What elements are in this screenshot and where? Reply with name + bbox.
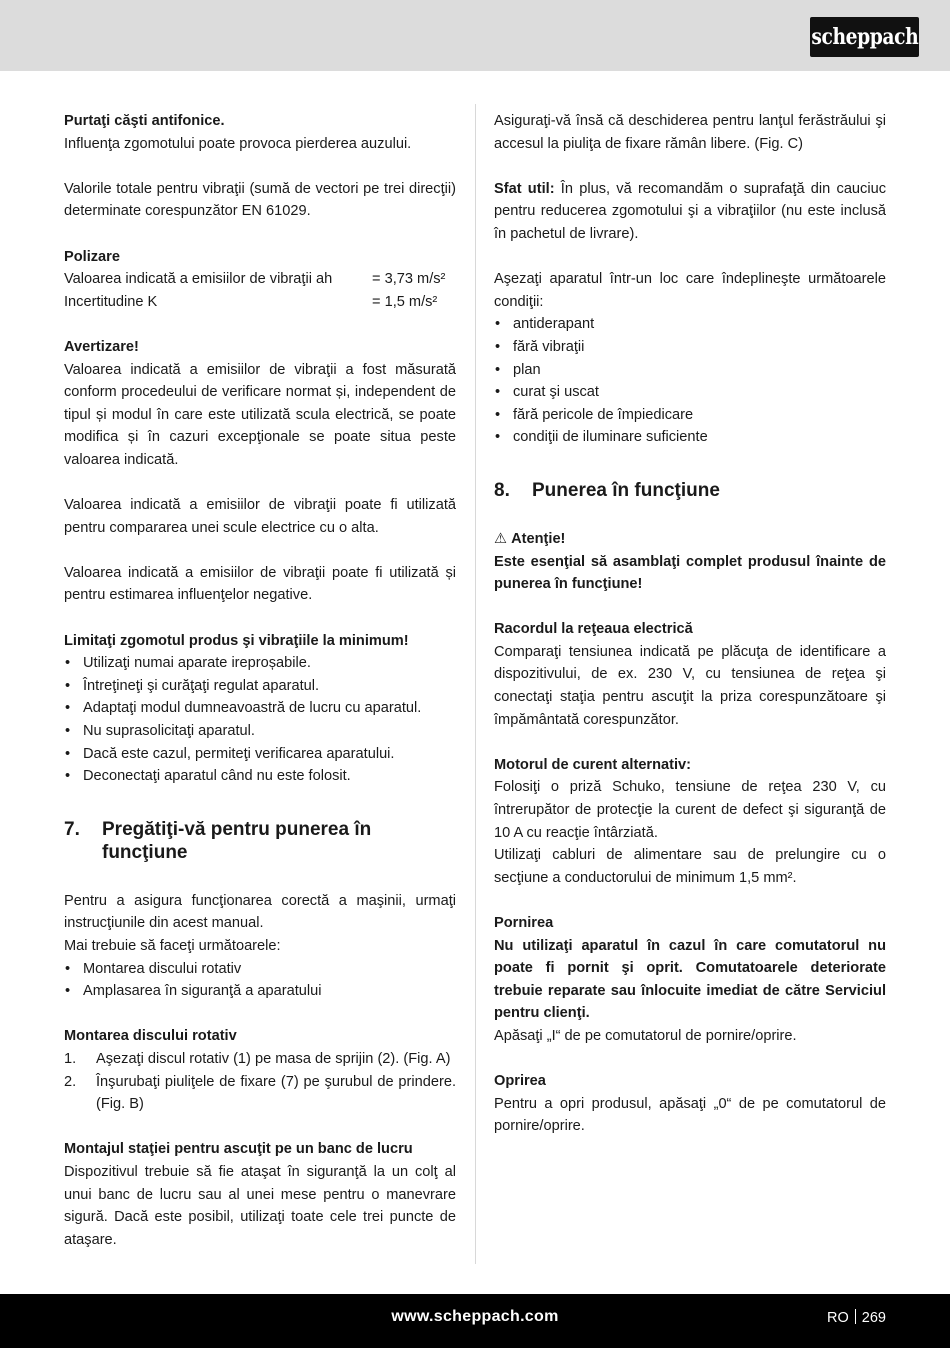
list-item xyxy=(64,1071,456,1116)
limit-title: Limitaţi zgomotul produs şi vibraţiile la minimum! xyxy=(64,632,409,649)
mains-title: Racordul la reţeaua electrică xyxy=(494,621,693,638)
place-list xyxy=(494,313,886,449)
tip-paragraph xyxy=(494,178,886,246)
list-item: • Nu suprasolicitaţi aparatul. xyxy=(64,720,456,743)
warning-text: Valoarea indicată a emisiilor de vibraţii a fost măsurată conform procedeului de verificare normat și, independent de tipul și modul în care este utilizată scula electrică, se poate modifica și în cazuri excepţionale se poate situa peste valoarea indicată. xyxy=(64,361,456,468)
ensure-text: Asiguraţi-vă însă că deschiderea pentru lanţul ferăstrăului şi accesul la piuliţa de fixare rămân libere. (Fig. C) xyxy=(494,113,886,152)
list-item: • condiţii de iluminare suficiente xyxy=(494,426,886,449)
prep-section xyxy=(64,890,456,1003)
disc-steps xyxy=(64,1048,456,1116)
start-text: Apăsaţi „I“ de pe comutatorul de pornire/oprire. xyxy=(494,1027,797,1044)
list-item: • Amplasarea în siguranţă a aparatului xyxy=(64,980,456,1003)
section-7-number: 7. xyxy=(64,818,80,840)
right-column xyxy=(494,110,886,1161)
ensure-section xyxy=(494,110,886,155)
section-8-heading xyxy=(494,479,886,502)
tip-label: Sfat util: xyxy=(494,180,555,197)
step-text: Înşurubaţi piuliţele de fixare (7) pe şurubul de prindere. (Fig. B) xyxy=(96,1073,456,1113)
list-item: • antiderapant xyxy=(494,313,886,336)
left-column xyxy=(64,110,456,1274)
place-text: Aşezaţi aparatul într-un loc care îndeplineşte următoarele condiţii: xyxy=(494,271,886,310)
bench-text: Dispozitivul trebuie să fie ataşat în siguranţă la un colţ al unui banc de lucru sau al unei mese pentru o manevrare sigură. Dacă este posibil, utilizaţi toate cele trei puncte de ataşare. xyxy=(64,1163,456,1248)
compare-section xyxy=(64,494,456,539)
hearing-text: Influenţa zgomotului poate provoca pierderea auzului. xyxy=(64,135,412,152)
warning-title: Avertizare! xyxy=(64,338,139,355)
hearing-title: Purtaţi căşti antifonice. xyxy=(64,113,225,129)
warning-triangle-icon: ⚠ xyxy=(494,530,508,547)
start-bold-text: Nu utilizaţi aparatul în cazul în care comutatorul nu poate fi pornit şi oprit. Comutatoarele deteriorate trebuie reparate sau înlocuite imediat de către Serviciul pentru clienţi. xyxy=(494,937,886,1022)
grinding-row2-value: = 1,5 m/s² xyxy=(372,293,438,310)
footer-url-link[interactable]: www.scheppach.com xyxy=(391,1308,559,1325)
grinding-row1-label: Valoarea indicată a emisiilor de vibraţii ah xyxy=(64,271,333,288)
scheppach-logo xyxy=(810,17,919,57)
stop-title: Oprirea xyxy=(494,1073,546,1090)
estimate-section xyxy=(64,562,456,607)
grinding-title: Polizare xyxy=(64,248,120,265)
step-text: Aşezaţi discul rotativ (1) pe masa de sprijin (2). (Fig. A) xyxy=(96,1050,451,1067)
vibration-total xyxy=(64,178,456,223)
grinding-row-emission xyxy=(64,268,456,291)
page-number: 269 xyxy=(861,1310,886,1326)
ac-section xyxy=(494,754,886,890)
limit-list xyxy=(64,652,456,788)
attention-heading xyxy=(494,528,886,551)
header-bar xyxy=(0,0,950,71)
estimate-text: Valoarea indicată a emisiilor de vibraţii poate fi utilizată și pentru estimarea influenţelor negative. xyxy=(64,564,456,604)
ac-text-2: Utilizaţi cabluri de alimentare sau de prelungire cu o secţiune a conductorului de minimum 1,5 mm². xyxy=(494,847,886,886)
grinding-section xyxy=(64,246,456,314)
grinding-row-uncertainty xyxy=(64,291,456,314)
section-8-number: 8. xyxy=(494,479,510,501)
list-item: • fără pericole de împiedicare xyxy=(494,404,886,427)
list-item: • Deconectaţi aparatul când nu este folosit. xyxy=(64,765,456,788)
disc-section xyxy=(64,1025,456,1115)
disc-title: Montarea discului rotativ xyxy=(64,1028,237,1045)
section-7-heading xyxy=(64,818,456,864)
column-divider xyxy=(475,104,476,1264)
list-item: • Adaptaţi modul dumneavoastră de lucru cu aparatul. xyxy=(64,697,456,720)
list-item: • fără vibraţii xyxy=(494,336,886,359)
ac-title: Motorul de curent alternativ: xyxy=(494,756,692,773)
list-item: • Dacă este cazul, permiteţi verificarea aparatului. xyxy=(64,743,456,766)
compare-text: Valoarea indicată a emisiilor de vibraţii poate fi utilizată pentru compararea unei scule electrice cu o alta. xyxy=(64,497,456,536)
list-item: • Întreţineţi şi curăţaţi regulat aparatul. xyxy=(64,675,456,698)
list-item xyxy=(64,1048,456,1071)
prep-text-2: Mai trebuie să faceţi următoarele: xyxy=(64,938,281,954)
page-separator xyxy=(855,1309,856,1324)
list-item: • plan xyxy=(494,359,886,382)
bench-title: Montajul staţiei pentru ascuţit pe un banc de lucru xyxy=(64,1141,413,1158)
prep-text-1: Pentru a asigura funcţionarea corectă a maşinii, urmaţi instrucţiunile din acest manual. xyxy=(64,892,456,932)
hearing-section xyxy=(64,110,456,155)
place-section xyxy=(494,268,886,449)
list-item: • curat şi uscat xyxy=(494,381,886,404)
limit-section xyxy=(64,630,456,788)
vibration-total-text: Valorile totale pentru vibraţii (sumă de vectori pe trei direcţii) determinate corespunzător EN 61029. xyxy=(64,180,456,220)
tip-text: În plus, vă recomandăm o suprafaţă din cauciuc pentru reducerea zgomotului şi a vibraţiilor (nu este inclusă în pachetul de livrare). xyxy=(494,180,886,242)
stop-text: Pentru a opri produsul, apăsaţi „0“ de pe comutatorul de pornire/oprire. xyxy=(494,1095,886,1135)
warning-section xyxy=(64,336,456,472)
prep-list xyxy=(64,958,456,1003)
step-number: 1. xyxy=(64,1050,77,1067)
attention-label: Atenţie! xyxy=(511,530,566,547)
list-item: • Montarea discului rotativ xyxy=(64,958,456,981)
stop-section xyxy=(494,1070,886,1138)
ac-text-1: Folosiţi o priză Schuko, tensiune de reţea 230 V, cu întrerupător de protecţie la curent de defect şi siguranţă de 10 A cu reacţie întârziată. xyxy=(494,779,886,841)
bench-section xyxy=(64,1138,456,1251)
grinding-row1-value: = 3,73 m/s² xyxy=(372,271,446,288)
section-8-title: Punerea în funcţiune xyxy=(532,479,720,501)
list-item: • Utilizaţi numai aparate ireproșabile. xyxy=(64,652,456,675)
tip-section xyxy=(494,178,886,246)
page-indicator xyxy=(827,1307,886,1330)
start-section xyxy=(494,912,886,1048)
section-7-title: Pregătiţi-vă pentru punerea în funcţiune xyxy=(102,818,372,863)
language-code: RO xyxy=(827,1310,849,1326)
attention-text: Este esenţial să asamblaţi complet produsul înainte de punerea în funcţiune! xyxy=(494,553,886,593)
attention-section xyxy=(494,528,886,596)
grinding-row2-label: Incertitudine K xyxy=(64,293,158,310)
mains-text: Comparaţi tensiunea indicată pe plăcuţa de identificare a dispozitivului, de ex. 230 V, cu tensiunea de reţea şi conectaţi staţia pentru ascuţit la priza corespunzătoare şi împământată corespunzător. xyxy=(494,643,886,728)
start-title: Pornirea xyxy=(494,915,554,931)
mains-section xyxy=(494,618,886,731)
logo-text: scheppach xyxy=(811,23,918,50)
step-number: 2. xyxy=(64,1073,77,1090)
